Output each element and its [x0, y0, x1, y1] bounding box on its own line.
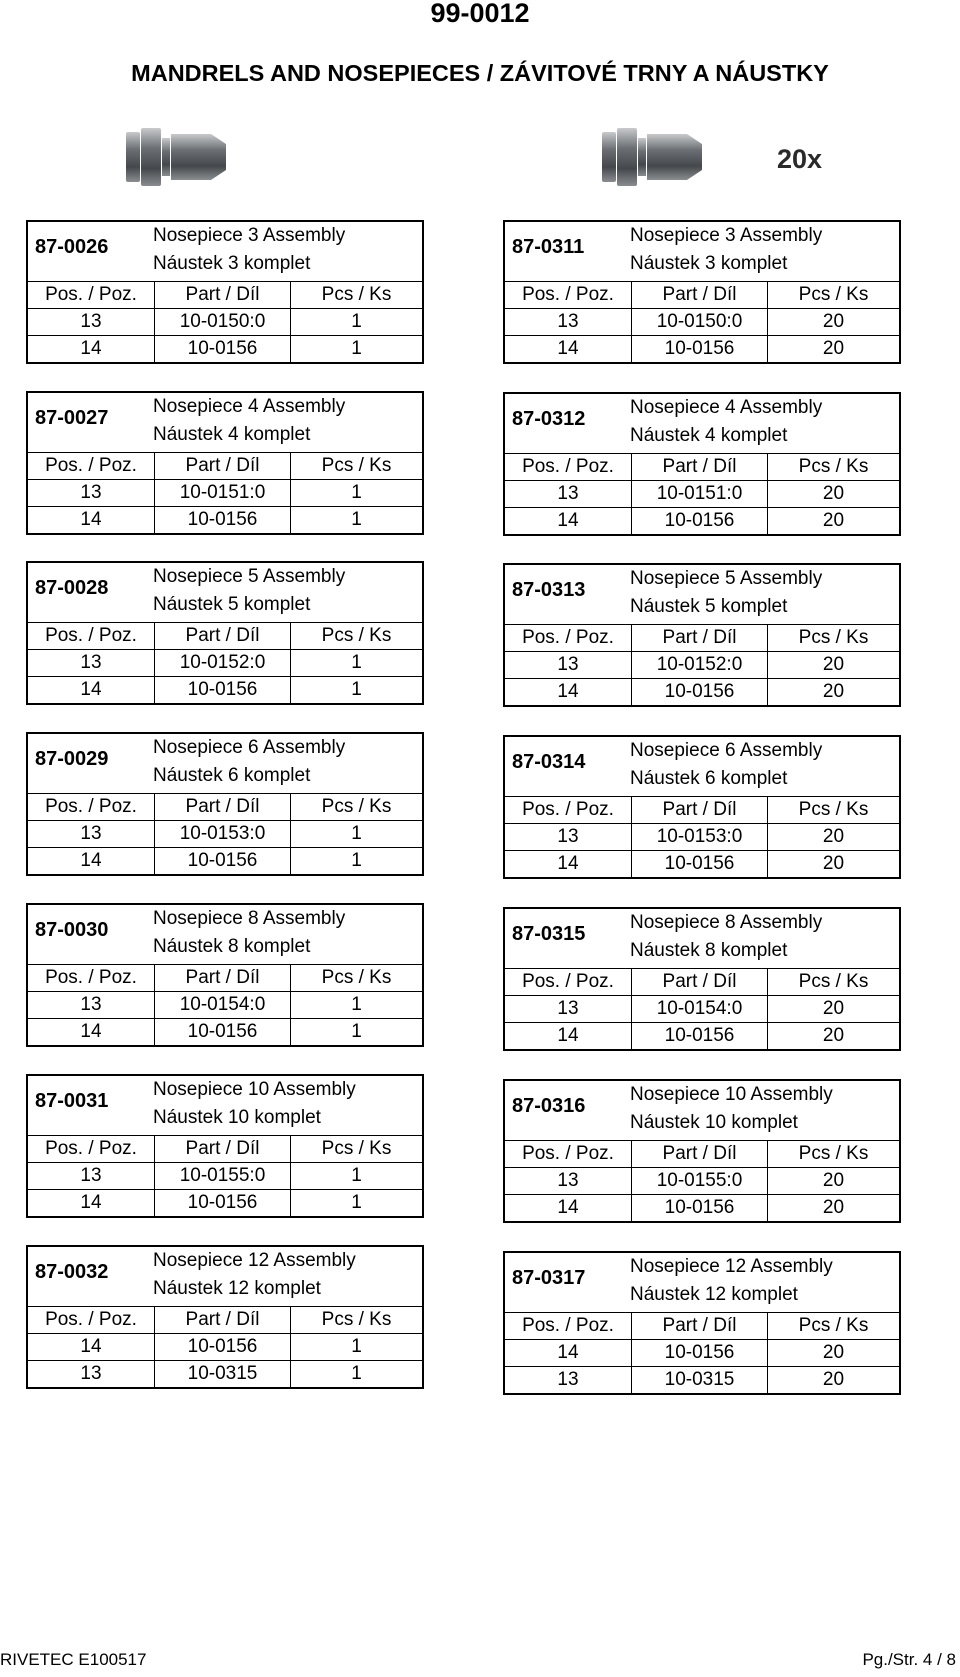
kit-name-en: Nosepiece 3 Assembly: [153, 225, 346, 246]
cell-part: 10-0156: [632, 336, 768, 362]
column-header-row: [505, 454, 899, 481]
column-header-row: [505, 625, 899, 652]
cell-part: 10-0154:0: [155, 992, 291, 1018]
cell-pcs: 20: [822, 1197, 845, 1218]
table-row: [505, 851, 899, 877]
table-row: [28, 309, 422, 336]
column-header-row: [28, 1307, 422, 1334]
kit-code: 87-0028: [35, 577, 109, 599]
kit-header: [505, 222, 899, 282]
kit-name-en: Nosepiece 8 Assembly: [630, 912, 823, 933]
cell-pos: 13: [28, 480, 155, 506]
column-header-pcs: Pcs / Ks: [321, 796, 392, 817]
cell-part: 10-0153:0: [155, 821, 291, 847]
column-header-part: Part / Díl: [155, 1136, 291, 1162]
cell-part: 10-0150:0: [632, 309, 768, 335]
cell-part: 10-0156: [155, 336, 291, 362]
kit-name-en: Nosepiece 6 Assembly: [153, 737, 346, 758]
table-row: [28, 1163, 422, 1190]
column-header-pos: Pos. / Poz.: [505, 1313, 632, 1339]
cell-pos: 13: [28, 1361, 155, 1387]
table-row: [28, 677, 422, 703]
column-header-row: [28, 282, 422, 309]
page-title: MANDRELS AND NOSEPIECES / ZÁVITOVÉ TRNY A NÁUSTKY: [131, 60, 829, 86]
cell-pcs: 20: [822, 681, 845, 702]
kit-code: 87-0031: [35, 1090, 109, 1112]
column-header-pcs: Pcs / Ks: [798, 971, 869, 992]
kit-header: [28, 222, 422, 282]
kit-table-87-0313: [503, 563, 901, 707]
cell-pos: 13: [28, 992, 155, 1018]
column-header-pcs: Pcs / Ks: [798, 456, 869, 477]
kit-table-87-0317: [503, 1251, 901, 1395]
cell-pos: 13: [505, 1367, 632, 1393]
column-header-row: [28, 1136, 422, 1163]
cell-pcs: 1: [351, 1336, 362, 1357]
document-number: 99-0012: [430, 0, 530, 28]
cell-pos: 14: [505, 1340, 632, 1366]
kit-name-cz: Náustek 4 komplet: [153, 424, 311, 445]
cell-pcs: 20: [822, 998, 845, 1019]
kit-header: [28, 1247, 422, 1307]
table-row: [505, 1023, 899, 1049]
kit-name-cz: Náustek 3 komplet: [630, 253, 788, 274]
kit-header: [28, 393, 422, 453]
column-header-part: Part / Díl: [155, 794, 291, 820]
cell-part: 10-0152:0: [155, 650, 291, 676]
kit-table-87-0316: [503, 1079, 901, 1223]
kit-header: [505, 565, 899, 625]
cell-pcs: 20: [822, 338, 845, 359]
kit-code: 87-0312: [512, 408, 586, 430]
cell-pos: 14: [28, 848, 155, 874]
kit-name-cz: Náustek 10 komplet: [630, 1112, 798, 1133]
cell-pos: 13: [28, 821, 155, 847]
column-header-part: Part / Díl: [632, 969, 768, 995]
cell-pos: 14: [28, 677, 155, 703]
cell-part: 10-0155:0: [632, 1168, 768, 1194]
cell-pcs: 1: [351, 652, 362, 673]
cell-pcs: 20: [822, 1025, 845, 1046]
cell-pcs: 20: [822, 654, 845, 675]
cell-pcs: 1: [351, 1021, 362, 1042]
kit-header: [505, 1081, 899, 1141]
column-header-part: Part / Díl: [632, 1141, 768, 1167]
kit-code: 87-0315: [512, 923, 586, 945]
column-header-pos: Pos. / Poz.: [28, 1307, 155, 1333]
kit-table-87-0312: [503, 392, 901, 536]
table-row: [28, 1019, 422, 1045]
cell-part: 10-0156: [155, 1190, 291, 1216]
kit-name-cz: Náustek 8 komplet: [630, 940, 788, 961]
column-header-pcs: Pcs / Ks: [798, 1143, 869, 1164]
kit-name-en: Nosepiece 5 Assembly: [630, 568, 823, 589]
kit-name-en: Nosepiece 10 Assembly: [630, 1084, 833, 1105]
table-row: [505, 996, 899, 1023]
column-header-pos: Pos. / Poz.: [505, 797, 632, 823]
cell-pcs: 20: [822, 483, 845, 504]
cell-pos: 14: [505, 1195, 632, 1221]
table-row: [505, 336, 899, 362]
table-row: [28, 1361, 422, 1387]
cell-pos: 13: [505, 309, 632, 335]
table-row: [505, 1340, 899, 1367]
column-header-pcs: Pcs / Ks: [321, 1309, 392, 1330]
column-header-row: [28, 965, 422, 992]
cell-part: 10-0156: [155, 848, 291, 874]
column-header-part: Part / Díl: [155, 1307, 291, 1333]
kit-name-cz: Náustek 5 komplet: [153, 594, 311, 615]
table-row: [505, 481, 899, 508]
quantity-label: 20x: [777, 144, 823, 174]
kit-header: [28, 905, 422, 965]
column-header-pcs: Pcs / Ks: [798, 1315, 869, 1336]
cell-pcs: 1: [351, 338, 362, 359]
column-header-part: Part / Díl: [632, 625, 768, 651]
kit-name-cz: Náustek 6 komplet: [630, 768, 788, 789]
column-header-row: [28, 794, 422, 821]
column-header-row: [505, 797, 899, 824]
column-header-pos: Pos. / Poz.: [28, 282, 155, 308]
table-row: [28, 821, 422, 848]
kit-code: 87-0030: [35, 919, 109, 941]
cell-pos: 13: [28, 309, 155, 335]
cell-part: 10-0154:0: [632, 996, 768, 1022]
column-header-part: Part / Díl: [632, 282, 768, 308]
kit-table-87-0314: [503, 735, 901, 879]
kit-code: 87-0314: [512, 751, 586, 773]
column-header-pos: Pos. / Poz.: [28, 1136, 155, 1162]
kit-name-en: Nosepiece 4 Assembly: [153, 396, 346, 417]
cell-part: 10-0151:0: [632, 481, 768, 507]
cell-pos: 13: [505, 824, 632, 850]
column-header-part: Part / Díl: [632, 1313, 768, 1339]
kit-name-en: Nosepiece 3 Assembly: [630, 225, 823, 246]
kit-table-87-0030: [26, 903, 424, 1047]
kit-table-87-0315: [503, 907, 901, 1051]
kit-name-cz: Náustek 12 komplet: [630, 1284, 798, 1305]
cell-pcs: 20: [822, 1342, 845, 1363]
cell-pos: 13: [28, 650, 155, 676]
column-header-pos: Pos. / Poz.: [28, 623, 155, 649]
kit-table-87-0029: [26, 732, 424, 876]
cell-pcs: 1: [351, 509, 362, 530]
cell-pos: 13: [505, 1168, 632, 1194]
kit-code: 87-0032: [35, 1261, 109, 1283]
cell-pcs: 1: [351, 1192, 362, 1213]
cell-pcs: 20: [822, 1170, 845, 1191]
cell-part: 10-0156: [632, 1340, 768, 1366]
kit-header: [505, 394, 899, 454]
cell-pos: 14: [28, 507, 155, 533]
cell-pos: 14: [505, 679, 632, 705]
column-header-pcs: Pcs / Ks: [321, 967, 392, 988]
kit-header: [28, 563, 422, 623]
cell-pcs: 1: [351, 311, 362, 332]
cell-pos: 14: [505, 508, 632, 534]
kit-code: 87-0026: [35, 236, 109, 258]
table-row: [505, 652, 899, 679]
nosepiece-image-pack: [602, 126, 710, 188]
column-header-row: [505, 282, 899, 309]
cell-part: 10-0156: [632, 1023, 768, 1049]
column-header-row: [28, 623, 422, 650]
kit-name-cz: Náustek 8 komplet: [153, 936, 311, 957]
column-header-part: Part / Díl: [632, 797, 768, 823]
column-header-pcs: Pcs / Ks: [798, 627, 869, 648]
cell-part: 10-0156: [155, 1334, 291, 1360]
column-header-row: [505, 1313, 899, 1340]
kit-name-en: Nosepiece 5 Assembly: [153, 566, 346, 587]
column-header-pos: Pos. / Poz.: [28, 453, 155, 479]
kit-header: [28, 1076, 422, 1136]
table-row: [28, 1190, 422, 1216]
cell-part: 10-0156: [632, 508, 768, 534]
cell-part: 10-0156: [632, 1195, 768, 1221]
kit-name-en: Nosepiece 4 Assembly: [630, 397, 823, 418]
kit-name-en: Nosepiece 10 Assembly: [153, 1079, 356, 1100]
column-header-pcs: Pcs / Ks: [321, 1138, 392, 1159]
kit-table-87-0032: [26, 1245, 424, 1389]
table-row: [28, 650, 422, 677]
kit-name-cz: Náustek 3 komplet: [153, 253, 311, 274]
kit-name-en: Nosepiece 12 Assembly: [630, 1256, 833, 1277]
column-header-pcs: Pcs / Ks: [321, 625, 392, 646]
cell-pos: 13: [505, 996, 632, 1022]
kit-table-87-0028: [26, 561, 424, 705]
column-header-row: [28, 453, 422, 480]
column-header-row: [505, 969, 899, 996]
cell-pcs: 1: [351, 850, 362, 871]
cell-part: 10-0153:0: [632, 824, 768, 850]
footer-document-code: RIVETEC E100517: [0, 1650, 147, 1669]
column-header-pos: Pos. / Poz.: [28, 965, 155, 991]
cell-pos: 14: [28, 1190, 155, 1216]
cell-part: 10-0156: [155, 1019, 291, 1045]
cell-pos: 13: [505, 652, 632, 678]
cell-pos: 13: [28, 1163, 155, 1189]
table-row: [28, 507, 422, 533]
column-header-part: Part / Díl: [155, 282, 291, 308]
table-row: [505, 508, 899, 534]
table-row: [505, 309, 899, 336]
kit-code: 87-0313: [512, 579, 586, 601]
kit-code: 87-0027: [35, 407, 109, 429]
cell-pcs: 1: [351, 1363, 362, 1384]
cell-pcs: 1: [351, 679, 362, 700]
column-header-pos: Pos. / Poz.: [505, 282, 632, 308]
cell-part: 10-0156: [155, 507, 291, 533]
cell-pcs: 1: [351, 1165, 362, 1186]
cell-part: 10-0152:0: [632, 652, 768, 678]
kit-table-87-0026: [26, 220, 424, 364]
table-row: [505, 1168, 899, 1195]
kit-code: 87-0316: [512, 1095, 586, 1117]
table-row: [505, 1367, 899, 1393]
column-header-pos: Pos. / Poz.: [505, 1141, 632, 1167]
cell-pcs: 1: [351, 482, 362, 503]
kit-table-87-0027: [26, 391, 424, 535]
kit-name-cz: Náustek 12 komplet: [153, 1278, 321, 1299]
table-row: [28, 1334, 422, 1361]
kit-code: 87-0311: [512, 236, 585, 258]
cell-pcs: 20: [822, 311, 845, 332]
cell-pos: 14: [505, 336, 632, 362]
table-row: [28, 848, 422, 874]
kit-name-cz: Náustek 5 komplet: [630, 596, 788, 617]
column-header-part: Part / Díl: [155, 965, 291, 991]
column-header-pos: Pos. / Poz.: [505, 454, 632, 480]
kit-header: [28, 734, 422, 794]
cell-pos: 14: [505, 851, 632, 877]
cell-pcs: 1: [351, 994, 362, 1015]
cell-pcs: 20: [822, 510, 845, 531]
kit-name-cz: Náustek 4 komplet: [630, 425, 788, 446]
kit-header: [505, 1253, 899, 1313]
footer-page-number: Pg./Str. 4 / 8: [862, 1650, 956, 1669]
column-header-part: Part / Díl: [632, 454, 768, 480]
cell-pcs: 1: [351, 823, 362, 844]
cell-part: 10-0315: [632, 1367, 768, 1393]
column-header-pos: Pos. / Poz.: [505, 625, 632, 651]
cell-pos: 14: [505, 1023, 632, 1049]
table-row: [28, 480, 422, 507]
kit-name-en: Nosepiece 6 Assembly: [630, 740, 823, 761]
cell-part: 10-0155:0: [155, 1163, 291, 1189]
kit-name-en: Nosepiece 12 Assembly: [153, 1250, 356, 1271]
kit-code: 87-0317: [512, 1267, 586, 1289]
cell-part: 10-0315: [155, 1361, 291, 1387]
table-row: [505, 679, 899, 705]
cell-part: 10-0150:0: [155, 309, 291, 335]
kit-name-cz: Náustek 6 komplet: [153, 765, 311, 786]
kit-code: 87-0029: [35, 748, 109, 770]
table-row: [505, 1195, 899, 1221]
cell-part: 10-0156: [632, 851, 768, 877]
cell-pcs: 20: [822, 826, 845, 847]
column-header-pos: Pos. / Poz.: [505, 969, 632, 995]
column-header-part: Part / Díl: [155, 623, 291, 649]
table-row: [505, 824, 899, 851]
table-row: [28, 336, 422, 362]
cell-pos: 14: [28, 1019, 155, 1045]
kit-table-87-0031: [26, 1074, 424, 1218]
kit-header: [505, 909, 899, 969]
column-header-pos: Pos. / Poz.: [28, 794, 155, 820]
cell-part: 10-0151:0: [155, 480, 291, 506]
column-header-row: [505, 1141, 899, 1168]
cell-pcs: 20: [822, 853, 845, 874]
kit-name-en: Nosepiece 8 Assembly: [153, 908, 346, 929]
cell-pos: 14: [28, 1334, 155, 1360]
kit-name-cz: Náustek 10 komplet: [153, 1107, 321, 1128]
cell-pcs: 20: [822, 1369, 845, 1390]
column-header-part: Part / Díl: [155, 453, 291, 479]
column-header-pcs: Pcs / Ks: [798, 284, 869, 305]
kit-header: [505, 737, 899, 797]
column-header-pcs: Pcs / Ks: [798, 799, 869, 820]
column-header-pcs: Pcs / Ks: [321, 455, 392, 476]
kit-table-87-0311: [503, 220, 901, 364]
cell-pos: 13: [505, 481, 632, 507]
column-header-pcs: Pcs / Ks: [321, 284, 392, 305]
cell-part: 10-0156: [632, 679, 768, 705]
table-row: [28, 992, 422, 1019]
nosepiece-image-single: [126, 126, 234, 188]
cell-part: 10-0156: [155, 677, 291, 703]
cell-pos: 14: [28, 336, 155, 362]
